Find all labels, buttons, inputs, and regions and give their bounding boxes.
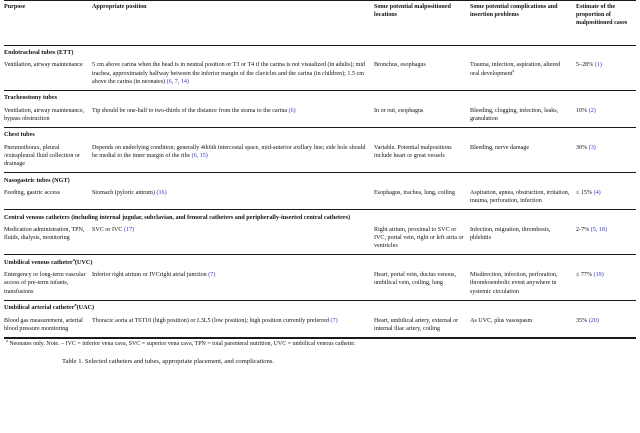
cell-purpose: Pneumothorax, pleural /extrapleural fluid collection or drainage (4, 144, 80, 167)
cell-appropriate-position: Stomach (pyloric antrum) (16) (92, 190, 167, 196)
table-body (4, 45, 636, 337)
table-section-row (4, 255, 636, 269)
footnote-ref-marker: a (72, 256, 75, 262)
cell-purpose: Medication administration, TPN, fluids, dialysis, monitoring (4, 227, 85, 242)
citation-reference[interactable]: (6, 15) (191, 152, 208, 159)
cell-malpositioned-locations: Right atrium, proximal to SVC or IVC, portal vein, right or left atria or ventricles (374, 227, 464, 250)
cell-malpositioned-locations: Heart, umbilical artery, external or internal iliac artery, coiling (374, 317, 459, 332)
cell-appropriate-position: Inferior right atrium or IVCright atrial junction (7) (92, 272, 216, 279)
cell-estimate: 2-7% (5, 18) (576, 227, 607, 234)
cell-estimate: 35% (20) (576, 317, 599, 324)
column-header-complications: Some potential complications and insertion problems (470, 1, 576, 45)
section-title: Endotracheal tubes (ETT) (4, 49, 74, 56)
table-footnote (4, 339, 636, 349)
section-title: Umbilical arterial catheter$^a$(UAC) (4, 300, 636, 314)
column-header-estimate: Estimate of the proportion of malpositioned cases (576, 1, 636, 45)
cell-estimate: 10% (2) (576, 107, 596, 114)
cell-malpositioned-locations: Bronchus, esophagus (374, 62, 426, 69)
section-title: Chest tubes (4, 127, 636, 141)
table-row (4, 59, 636, 90)
table-row (4, 187, 636, 210)
table-section-row (4, 173, 636, 187)
citation-reference[interactable]: (17) (124, 227, 135, 234)
citation-reference[interactable]: (5, 18) (590, 227, 607, 234)
cell-estimate: 30% (3) (576, 144, 596, 151)
cell-malpositioned-locations: Variable. Potential malpositions include heart or great vessels (374, 144, 452, 159)
section-title: Tracheostomy tubes (4, 90, 636, 104)
cell-complications: Bleeding, clogging, infection, leaks, granulation (470, 107, 559, 122)
cell-purpose: Ventilation, airway maintenance (4, 62, 83, 69)
table-row (4, 315, 636, 337)
citation-reference[interactable]: (7) (330, 317, 338, 324)
citation-reference[interactable]: (20) (588, 317, 599, 324)
cell-complications: Infection, migration, thrombosis, phlebitis (470, 227, 551, 242)
cell-appropriate-position: Thoracic aorta at T6T10 (high position) or L3L5 (low position); high position currently preferred (7) (92, 317, 338, 324)
cell-malpositioned-locations: In or out, esophagus (374, 107, 424, 114)
footnote-ref-marker: a (74, 302, 77, 308)
cell-estimate: ≤ 77% (19) (576, 272, 604, 279)
table-header (4, 1, 636, 46)
cell-appropriate-position: 5 cm above carina when the head is in neutral position or T3 or T4 if the carina is not visualized (in adults); mid trachea, approximately halfway between the inferior margin of the clavicles and the carina (in children); 1.5 cm above the carina (in neonates) (6, 7, 14) (92, 62, 366, 85)
cell-appropriate-position: SVC or IVC (17) (92, 227, 135, 234)
cell-complications: Misdirection, infection, perforation, thromboembolic event anywhere in systemic circulation (470, 272, 558, 295)
cell-complications: Trauma, infection, aspiration, altered oral development$^a$ (470, 62, 561, 77)
cell-estimate: ≤ 15% (4) (576, 190, 601, 196)
cell-complications: As UVC, plus vasospasm (470, 317, 533, 324)
cell-malpositioned-locations: Esophagus, trachea, lung, coiling (374, 190, 455, 196)
footnote-ref-marker: a (512, 67, 515, 73)
table-section-row (4, 90, 636, 104)
section-title: Nasogastric tubes (NGT) (4, 173, 636, 187)
table-row (4, 269, 636, 300)
cell-malpositioned-locations: Heart, portal vein, ductus venous, umbilical vein, coiling, lung (374, 272, 457, 287)
citation-reference[interactable]: (4) (593, 190, 601, 196)
citation-reference[interactable]: (6, 7, 14) (166, 78, 189, 85)
table-row (4, 142, 636, 173)
column-header-purpose: Purpose (4, 1, 92, 45)
table-section-row (4, 45, 636, 59)
table-row (4, 105, 636, 128)
table-section-row (4, 127, 636, 141)
footnote-marker: a (6, 338, 8, 344)
citation-reference[interactable]: (3) (588, 144, 596, 151)
cell-complications: Bleeding, nerve damage (470, 144, 530, 151)
table-header-row (4, 1, 636, 45)
citation-reference[interactable]: (16) (156, 190, 167, 196)
column-header-position: Appropriate position (92, 1, 374, 45)
section-title: Umbilical venous catheter$^a$(UVC) (4, 255, 636, 269)
citation-reference[interactable]: (2) (588, 107, 596, 114)
table-section-row (4, 210, 636, 224)
table-row (4, 224, 636, 255)
section-title: Central venous catheters (including internal jugular, subclavian, and femoral catheters and peripherally-inserted central catheters) (4, 210, 636, 224)
figure-caption-teaser: Table 1. Selected catheters and tubes, appropriate placement, and complications. (62, 358, 275, 366)
table-section-row (4, 300, 636, 314)
cell-purpose: Blood gas measurement, arterial blood pressure monitoring (4, 317, 83, 332)
cell-estimate: 5–28% (1) (576, 62, 602, 69)
cell-purpose: Ventilation, airway maintenance, bypass obstruction (4, 107, 85, 122)
citation-reference[interactable]: (6) (288, 107, 296, 114)
citation-reference[interactable]: (1) (594, 62, 602, 69)
cell-purpose: Emergency or long-term vascular access of pre-term infants, transfusions (4, 272, 86, 295)
column-header-locations: Some potential malpositioned locations (374, 1, 470, 45)
cell-appropriate-position: Tip should be one-half to two-thirds of the distance from the stoma to the carina (6) (92, 107, 296, 114)
citation-reference[interactable]: (7) (208, 272, 216, 279)
footnote-text: Neonates only. Note. – IVC = inferior vena cava, SVC = superior vena cava, TPN = total parenteral nutrition, UVC = umbilical venous catheter. (9, 341, 356, 348)
catheter-tube-table (4, 0, 636, 337)
cell-purpose: Feeding, gastric access (4, 190, 61, 196)
citation-reference[interactable]: (19) (593, 272, 604, 279)
cell-complications: Aspiration, apnea, obstruction, irritation, trauma, perforation, infection (470, 190, 570, 205)
cell-appropriate-position: Depends on underlying condition; generally 4th6th intercostal space, mid-anterior axillary line; side hole should be medial to the inner margin of the ribs (6, 15) (92, 144, 366, 159)
